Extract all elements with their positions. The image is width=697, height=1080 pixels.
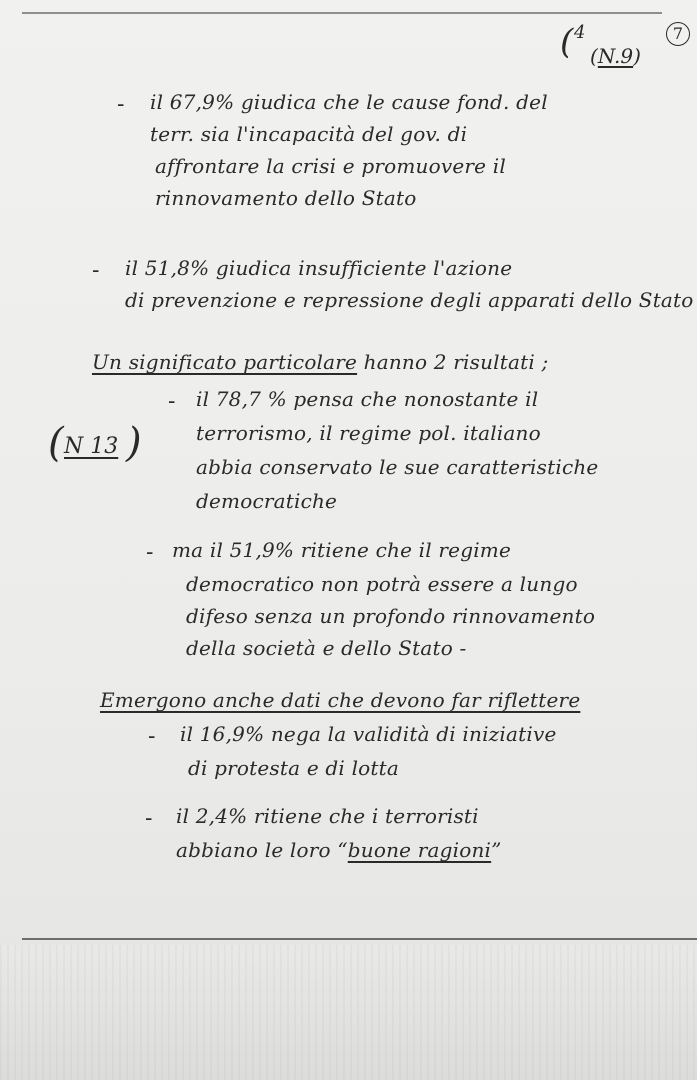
section-heading	[92, 350, 548, 374]
list-item-line: il 78,7 % pensa che nonostante il	[196, 387, 539, 411]
bottom-rule	[22, 938, 697, 940]
bullet-dash: -	[168, 389, 176, 414]
section-heading-underlined: Emergono anche dati che devono far riflettere	[100, 688, 581, 712]
document-reference: (N.9)	[590, 44, 641, 68]
bullet-dash: -	[145, 806, 153, 831]
list-item-line: il 16,9% nega la validità di iniziative	[180, 722, 557, 746]
page-reference	[560, 22, 670, 82]
bullet-dash: -	[92, 258, 100, 283]
bullet-dash: -	[148, 724, 156, 749]
quote-prefix: abbiano le loro “	[176, 838, 348, 862]
list-item-line: terr. sia l'incapacità del gov. di	[150, 122, 468, 146]
list-item-line: di prevenzione e repressione degli apparati dello Stato	[125, 288, 694, 312]
section-heading-rest: hanno 2 risultati ;	[357, 350, 549, 374]
list-item-line: abbia conservato le sue caratteristiche	[196, 455, 599, 479]
list-item-line: di protesta e di lotta	[188, 756, 400, 780]
section-heading	[100, 688, 580, 712]
list-item-line: rinnovamento dello Stato	[155, 186, 417, 210]
bullet-dash: -	[117, 92, 125, 117]
page-number: 4	[574, 22, 586, 43]
list-item-line: il 67,9% giudica che le cause fond. del	[150, 90, 548, 114]
quote-suffix: ”	[491, 838, 502, 862]
document-reference-label: N.9	[597, 44, 634, 68]
list-item-line: democratico non potrà essere a lungo	[186, 572, 578, 596]
list-item-line: difeso senza un profondo rinnovamento	[186, 604, 596, 628]
list-item-line: il 51,8% giudica insufficiente l'azione	[125, 256, 513, 280]
bullet-dash: -	[146, 540, 154, 565]
circled-page-number: 7	[666, 22, 690, 46]
section-heading-underlined: Un significato particolare	[92, 350, 358, 374]
list-item-line: della società e dello Stato -	[186, 636, 467, 660]
list-item-line: il 2,4% ritiene che i terroristi	[176, 804, 479, 828]
list-item-line: ma il 51,9% ritiene che il regime	[172, 538, 512, 562]
reference-bracket: (	[560, 22, 574, 62]
scan-margin	[0, 945, 697, 1080]
margin-note-label: N 13	[64, 434, 119, 459]
list-item-line: affrontare la crisi e promuovere il	[155, 154, 506, 178]
quoted-phrase: buone ragioni	[347, 838, 492, 862]
list-item-line: terrorismo, il regime pol. italiano	[196, 421, 541, 445]
top-rule	[22, 12, 662, 14]
margin-note: ( N 13 )	[48, 420, 142, 466]
list-item-line: democratiche	[196, 489, 338, 513]
list-item-line	[176, 838, 502, 862]
